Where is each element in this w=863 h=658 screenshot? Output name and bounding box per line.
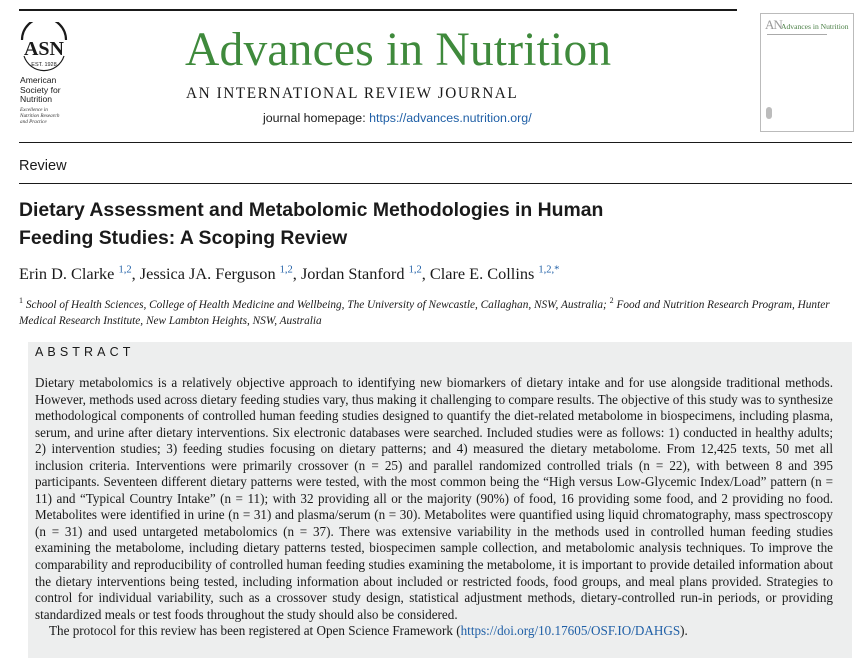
- asn-logo-est: EST. 1928: [31, 62, 57, 68]
- journal-subtitle: AN INTERNATIONAL REVIEW JOURNAL: [186, 85, 519, 102]
- journal-homepage: [263, 111, 532, 125]
- author-list: Erin D. Clarke $^{1,2}$, Jessica JA. Ferguson $^{1,2}$, Jordan Stanford $^{1,2}$, Clare E. Collins $^{1,2,*}$: [19, 264, 560, 283]
- affiliations: $^1$ School of Health Sciences, College of Health Medicine and Wellbeing, The University of Newcastle, Callaghan, NSW, Australia; $^2$ Food and Nutrition Research Program, Hunter Medical Research Institute, New Lambton Heights, NSW, Australia: [19, 296, 830, 327]
- protocol-link[interactable]: https://doi.org/10.17605/OSF.IO/DAHGS: [460, 623, 681, 639]
- header-divider: [19, 142, 852, 143]
- abstract-heading: ABSTRACT: [35, 345, 135, 359]
- author-name[interactable]: Jessica JA. Ferguson: [139, 264, 276, 283]
- asn-logo[interactable]: [18, 22, 70, 74]
- asn-seal-icon: [18, 22, 70, 74]
- author-affil-ref[interactable]: 1,2: [408, 264, 422, 276]
- journal-cover-thumbnail[interactable]: [760, 13, 854, 132]
- author-name[interactable]: Clare E. Collins: [429, 264, 535, 283]
- author-affil-ref[interactable]: 1,2: [118, 264, 132, 276]
- author-name[interactable]: Erin D. Clarke: [19, 264, 115, 283]
- abstract-paragraph: Dietary metabolomics is a relatively objective approach to identifying new biomarkers of dietary intake and for use alongside traditional methods. However, methods used across dietary feeding studies vary, thus making it challenging to compare results. The objective of this study was to synthesize methodological components of controlled human feeding studies designed to quantify the diet-related metabolome in biospecimens, including plasma, serum, and urine after dietary interventions. Six electronic databases were searched. Included studies were as follows: 1) conducted in healthy adults; 2) intervention studies; 3) feeding studies focusing on dietary patterns; and 4) measured the dietary metabolome. From 12,425 texts, 50 met all inclusion criteria. Interventions were primarily crossover (n = 25) and parallel randomized controlled trials (n = 22), with between 8 and 395 participants. Seventeen different dietary patterns were tested, with the most common being the “High versus Low-Glycemic Index/Load” pattern (n = 11) and “Typical Country Intake” (n = 11); with 32 providing all or the majority (90%) of food, 16 providing some food, and 2 providing no food. Metabolites were identified in urine (n = 31) and plasma/serum (n = 30). Metabolites were quantified using liquid chromatography, mass spectroscopy (n = 31) and used untargeted metabolomics (n = 37). There was extensive variability in the methods used in controlled human feeding studies examining the metabolome, including dietary patterns tested, biospecimen sample collection, and metabolomic analysis techniques. To improve the comparability and reproducibility of controlled human feeding studies examining the metabolome, it is important to provide detailed information about the dietary interventions being tested, including information about included or restricted foods, food groups, and meal plans provided. Strategies to control for individual variability, such as a crossover study design, statistical adjustment methods, dietary-controlled run-in periods, or providing standardized meals or test foods throughout the study should also be considered.: [35, 375, 833, 622]
- cover-logo-icon: [766, 107, 772, 119]
- affiliation-1: School of Health Sciences, College of Health Medicine and Wellbeing, The University of Newcastle, Callaghan, NSW, Australia;: [25, 299, 607, 311]
- article-section: Review: [19, 158, 67, 174]
- header-top-rule: [19, 9, 737, 11]
- asn-tagline: Excellence in Nutrition Research and Practice: [20, 107, 60, 125]
- cover-title: Advances in Nutrition: [781, 22, 849, 31]
- asn-society-name: American Society for Nutrition: [20, 75, 61, 105]
- homepage-link[interactable]: https://advances.nutrition.org/: [369, 111, 532, 125]
- article-title: Dietary Assessment and Metabolomic Methodologies in Human Feeding Studies: A Scoping Review: [19, 199, 604, 249]
- homepage-label: journal homepage:: [263, 111, 366, 125]
- abstract-protocol: The protocol for this review has been registered at Open Science Framework (https://doi.org/10.17605/OSF.IO/DAHGS).: [49, 623, 688, 639]
- author-name[interactable]: Jordan Stanford: [300, 264, 405, 283]
- author-affil-ref[interactable]: 1,2,*: [538, 264, 560, 276]
- section-divider: [19, 183, 852, 184]
- cover-divider: [767, 34, 827, 35]
- affiliation-2: Food and Nutrition Research Program, Hunter Medical Research Institute, New Lambton Heights, NSW, Australia: [19, 299, 830, 327]
- journal-title[interactable]: Advances in Nutrition: [185, 24, 612, 76]
- asn-logo-text: ASN: [23, 38, 65, 60]
- author-affil-ref[interactable]: 1,2: [279, 264, 293, 276]
- abstract-body: [35, 375, 833, 640]
- cover-monogram: AN: [765, 17, 782, 32]
